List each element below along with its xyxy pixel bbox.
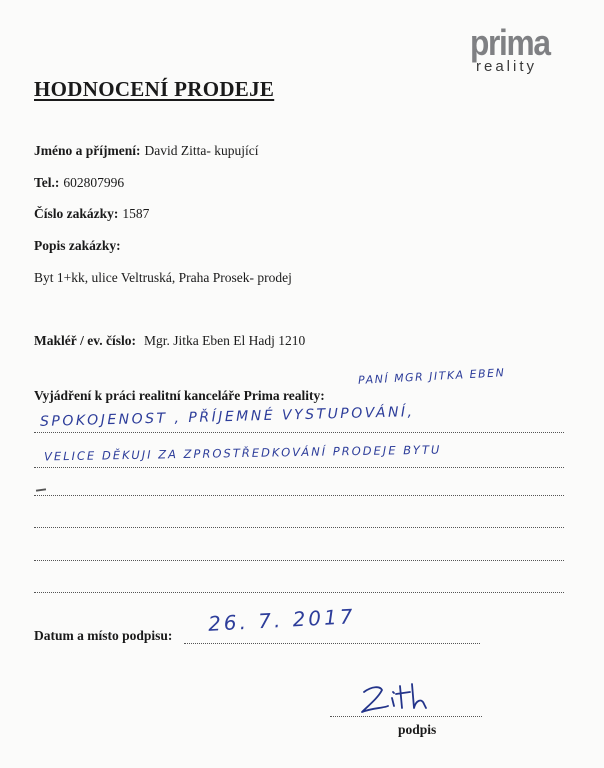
handwritten-date: 26. 7. 2017: [207, 604, 357, 636]
tel-value: 602807996: [63, 175, 125, 190]
tel-label: Tel.:: [34, 175, 60, 190]
statement-line-1: [34, 432, 564, 433]
desc-value: Byt 1+kk, ulice Veltruská, Praha Prosek- prodej: [34, 270, 292, 285]
tel-row: [34, 175, 124, 191]
order-value: 1587: [122, 206, 150, 221]
signature-image: [358, 678, 438, 718]
logo-reality-text: reality: [476, 58, 538, 75]
name-value: David Zitta- kupující: [144, 143, 259, 158]
pen-mark: [36, 488, 46, 491]
statement-line-3: [34, 495, 564, 496]
logo-prima-text: prima: [470, 22, 550, 63]
statement-line-2: [34, 467, 564, 468]
signature-line: [330, 716, 482, 717]
broker-row: [34, 333, 305, 349]
desc-row: [34, 238, 121, 254]
handwritten-broker-name: PANÍ MGR JITKA EBEN: [357, 366, 506, 387]
handwritten-line-1: SPOKOJENOST , PŘÍJEMNÉ VYSTUPOVÁNÍ,: [39, 404, 415, 430]
statement-line-5: [34, 560, 564, 561]
handwritten-line-2: VELICE DĚKUJI ZA ZPROSTŘEDKOVÁNÍ PRODEJE BYTU: [43, 442, 442, 464]
name-row: [34, 143, 258, 159]
date-label: [34, 628, 172, 644]
order-row: [34, 206, 149, 222]
order-label: Číslo zakázky:: [34, 206, 119, 221]
signature-label: podpis: [398, 722, 437, 737]
broker-label: Makléř / ev. číslo:: [34, 333, 136, 348]
desc-label: Popis zakázky:: [34, 238, 121, 253]
page-title: HODNOCENÍ PRODEJE: [34, 77, 275, 101]
statement-line-6: [34, 592, 564, 593]
name-label: Jméno a příjmení:: [34, 143, 141, 158]
statement-label: [34, 388, 325, 404]
prima-reality-logo: [470, 22, 570, 76]
statement-label-text: Vyjádření k práci realitní kanceláře Prima reality:: [34, 388, 325, 403]
date-line: [184, 643, 480, 644]
date-label-text: Datum a místo podpisu:: [34, 628, 173, 643]
statement-line-4: [34, 527, 564, 528]
broker-value: Mgr. Jitka Eben El Hadj 1210: [143, 333, 306, 348]
